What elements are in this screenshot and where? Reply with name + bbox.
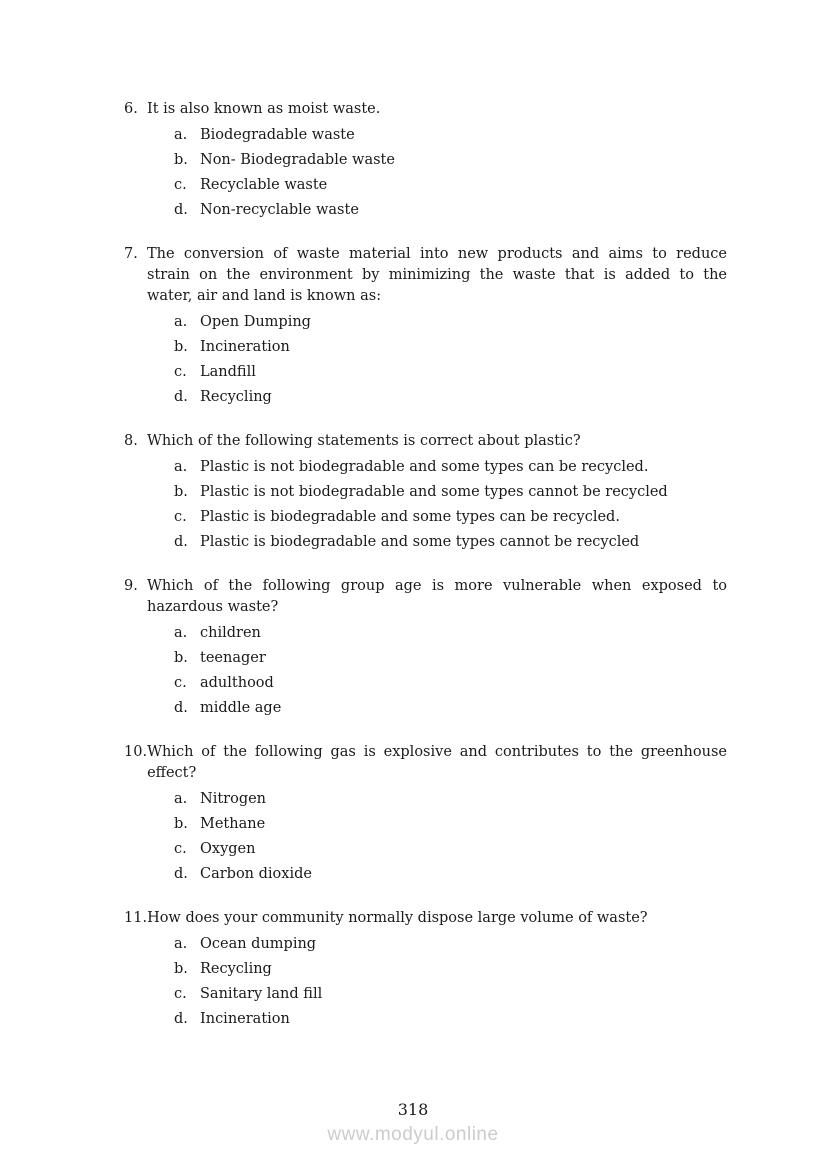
question-number: 11. [124, 910, 148, 926]
option-letter: a. [174, 314, 188, 330]
option-text: Sanitary land fill [200, 986, 323, 1002]
question-stem-row [124, 99, 727, 120]
option-text: Non- Biodegradable waste [200, 152, 395, 168]
question-list [124, 99, 727, 1030]
question-text-line: water, air and land is known as: [147, 288, 382, 304]
option-item [174, 532, 727, 553]
option-text: teenager [200, 650, 266, 666]
option-letter: a. [174, 127, 188, 143]
question-number: 10. [124, 744, 148, 760]
option-text: Recycling [200, 961, 272, 977]
option-text: Plastic is biodegradable and some types can be recycled. [200, 509, 620, 525]
option-text: middle age [200, 700, 282, 716]
option-item [174, 959, 727, 980]
option-letter: b. [174, 650, 188, 666]
question-item [124, 908, 727, 1030]
question-text [147, 742, 727, 784]
question-number: 7. [124, 246, 138, 262]
option-text: Plastic is not biodegradable and some types can be recycled. [200, 459, 649, 475]
question-text-line: Which of the following statements is correct about plastic? [147, 433, 581, 449]
question-stem-row [124, 742, 727, 784]
option-item [174, 457, 727, 478]
option-text: Recyclable waste [200, 177, 328, 193]
option-list [124, 457, 727, 553]
option-item [174, 789, 727, 810]
option-letter: a. [174, 459, 188, 475]
option-letter: d. [174, 700, 188, 716]
option-letter: c. [174, 986, 187, 1002]
option-text: Non-recyclable waste [200, 202, 359, 218]
option-list [124, 789, 727, 885]
option-item [174, 362, 727, 383]
option-text: Landfill [200, 364, 256, 380]
option-letter: d. [174, 1011, 188, 1027]
option-letter: d. [174, 866, 188, 882]
question-text-line: hazardous waste? [147, 599, 279, 615]
option-letter: b. [174, 484, 188, 500]
option-letter: c. [174, 841, 187, 857]
option-letter: a. [174, 625, 188, 641]
option-text: Biodegradable waste [200, 127, 355, 143]
option-letter: d. [174, 534, 188, 550]
option-text: Carbon dioxide [200, 866, 312, 882]
option-item [174, 482, 727, 503]
option-item [174, 125, 727, 146]
question-text [147, 244, 727, 307]
question-number: 6. [124, 101, 138, 117]
option-list [124, 623, 727, 719]
option-letter: c. [174, 509, 187, 525]
option-item [174, 984, 727, 1005]
option-text: Ocean dumping [200, 936, 317, 952]
question-text [147, 576, 727, 618]
question-text-line: The conversion of waste material into new products and aims to reduce [147, 246, 727, 262]
question-text-line: Which of the following group age is more vulnerable when exposed to [147, 578, 727, 594]
option-item [174, 648, 727, 669]
option-text: Oxygen [200, 841, 256, 857]
option-item [174, 337, 727, 358]
question-text-line: Which of the following gas is explosive and contributes to the greenhouse [147, 744, 727, 760]
option-item [174, 387, 727, 408]
option-letter: a. [174, 791, 188, 807]
option-text: Plastic is biodegradable and some types cannot be recycled [200, 534, 640, 550]
option-item [174, 814, 727, 835]
page-number: 318 [397, 1100, 429, 1119]
option-letter: a. [174, 936, 188, 952]
option-text: Open Dumping [200, 314, 311, 330]
option-item [174, 312, 727, 333]
option-text: Recycling [200, 389, 272, 405]
question-item [124, 431, 727, 553]
question-text [147, 908, 727, 929]
option-letter: b. [174, 152, 188, 168]
question-text-line: effect? [147, 765, 197, 781]
question-item [124, 99, 727, 221]
option-letter: c. [174, 177, 187, 193]
option-item [174, 864, 727, 885]
option-letter: d. [174, 389, 188, 405]
option-item [174, 698, 727, 719]
question-number: 8. [124, 433, 138, 449]
question-item [124, 244, 727, 408]
question-item [124, 742, 727, 885]
option-item [174, 175, 727, 196]
option-text: Plastic is not biodegradable and some types cannot be recycled [200, 484, 668, 500]
option-text: Incineration [200, 339, 290, 355]
page-footer [0, 1100, 826, 1146]
question-number: 9. [124, 578, 138, 594]
option-list [124, 312, 727, 408]
question-stem-row [124, 908, 727, 929]
option-item [174, 673, 727, 694]
option-item [174, 623, 727, 644]
option-text: children [200, 625, 261, 641]
option-letter: b. [174, 339, 188, 355]
option-item [174, 507, 727, 528]
question-text-line: How does your community normally dispose large volume of waste? [147, 910, 648, 926]
question-stem-row [124, 431, 727, 452]
option-item [174, 150, 727, 171]
question-text [147, 431, 727, 452]
option-item [174, 839, 727, 860]
option-text: Incineration [200, 1011, 290, 1027]
option-text: Nitrogen [200, 791, 267, 807]
option-text: adulthood [200, 675, 274, 691]
option-letter: c. [174, 364, 187, 380]
option-item [174, 1009, 727, 1030]
question-text [147, 99, 727, 120]
option-item [174, 200, 727, 221]
question-item [124, 576, 727, 719]
watermark-text: www.modyul.online [327, 1124, 499, 1145]
option-item [174, 934, 727, 955]
question-text-line: It is also known as moist waste. [147, 101, 381, 117]
question-stem-row [124, 244, 727, 307]
option-letter: c. [174, 675, 187, 691]
option-text: Methane [200, 816, 266, 832]
question-text-line: strain on the environment by minimizing the waste that is added to the [147, 267, 727, 283]
option-letter: b. [174, 961, 188, 977]
option-list [124, 934, 727, 1030]
question-stem-row [124, 576, 727, 618]
option-list [124, 125, 727, 221]
option-letter: d. [174, 202, 188, 218]
option-letter: b. [174, 816, 188, 832]
